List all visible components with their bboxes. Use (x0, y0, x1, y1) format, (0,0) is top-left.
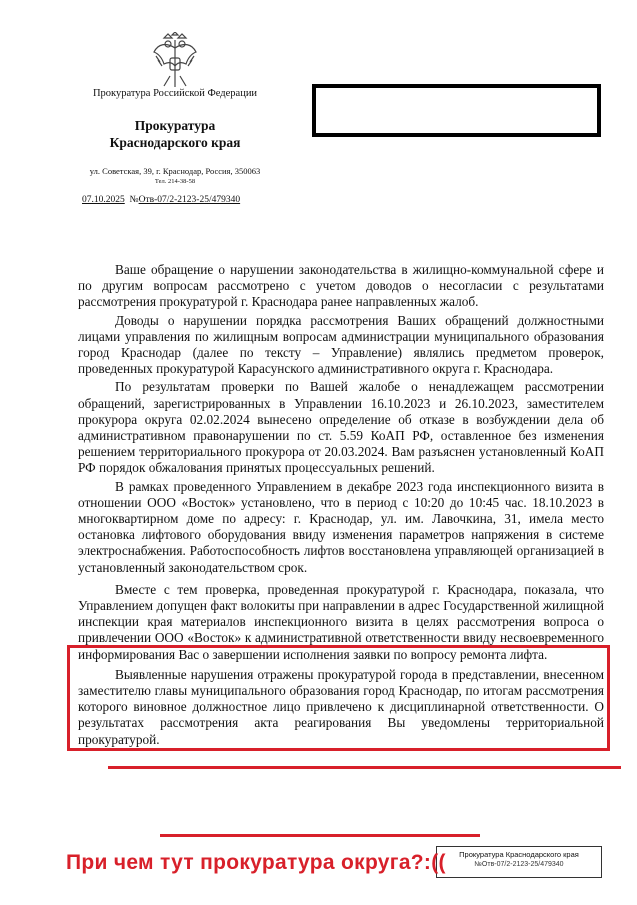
paragraph-1: Ваше обращение о нарушении законодательства в жилищно-коммунальной сфере и по другим вопросам рассмотрено с учетом доводов о несогласии с результатами рассмотрения прокуратурой г. Краснодара ранее направленных жалоб. (78, 262, 604, 310)
red-annotation-comment: При чем тут прокуратура округа?:(( (66, 851, 446, 874)
org-name-line1: Прокуратура (134, 118, 216, 133)
org-name (60, 117, 290, 151)
paragraph-6: Выявленные нарушения отражены прокуратурой города в представлении, внесенном заместителю главы муниципального образования город Краснодар, по итогам рассмотрения которого виновное должностное лицо привлечено к дисциплинарной ответственности. О результатах рассмотрения акта реагирования Вы уведомлены территориальной прокуратурой. (78, 666, 604, 747)
org-address: ул. Советская, 39, г. Краснодар, Россия, 350063 (89, 166, 261, 176)
org-phone: Тел. 214-38-58 (154, 178, 196, 185)
stamp-number: №Отв-07/2-2123-25/479340 (474, 861, 564, 868)
registration-stamp (436, 846, 602, 878)
paragraph-2: Доводы о нарушении порядка рассмотрения Ваших обращений должностными лицами управления по жилищным вопросам администрации муниципального образования город Краснодар (далее по тексту – Управление) являлись предметом проверок, проведенных прокуратурой Карасунского административного округа г. Краснодара. (78, 312, 604, 377)
paragraph-3: По результатам проверки по Вашей жалобе о ненадлежащем рассмотрении обращений, зарегистрированных в Управлении 16.10.2023 и 26.10.2023, заместителем прокурора округа 02.02.2024 вынесено определение об отказе в возбуждении дела об административном правонарушении по ст. 5.59 КоАП РФ, оставленное без изменения решением территориального прокурора от 20.03.2024. Вам разъяснен установленный КоАП РФ порядок обжалования принятых процессуальных решений. (78, 379, 604, 476)
paragraph-5: Вместе с тем проверка, проведенная прокуратурой г. Краснодара, показала, что Управлением допущен факт волокиты при направлении в адрес Государственной жилищной инспекции края материалов инспекционного визита в целях рассмотрения вопроса о привлечении ООО «Восток» к административной ответственности ввиду несвоевременного информирования Вас о завершении исполнения заявки по вопросу ремонта лифта. (78, 581, 604, 662)
letter-date: 07.10.2025 (82, 195, 125, 205)
org-name-line2: Краснодарского края (109, 135, 241, 150)
paragraph-4: В рамках проведенного Управлением в декабре 2023 года инспекционного визита в отношении ООО «Восток» установлено, что в период с 10:20 до 10:45 час. 18.10.2023 в многоквартирном доме по адресу: г. Краснодар, ул. им. Лавочкина, 31, имела место остановка лифтового оборудования ввиду изменения параметров напряжения в системе электроснабжения. Работоспособность лифтов восстановлена управляющей организацией в установленный законодательством срок. (78, 478, 604, 575)
redacted-addressee-box (312, 84, 601, 137)
underline-1 (108, 766, 621, 769)
letter-number: Отв-07/2-2123-25/479340 (138, 195, 241, 205)
underline-2 (160, 834, 480, 837)
stamp-title: Прокуратура Краснодарского края (459, 850, 579, 859)
org-parent: Прокуратура Российской Федерации (92, 88, 258, 99)
coat-of-arms-icon (150, 32, 200, 88)
registration-line (82, 195, 240, 205)
highlight-box (67, 645, 610, 751)
number-sign: № (129, 195, 139, 205)
